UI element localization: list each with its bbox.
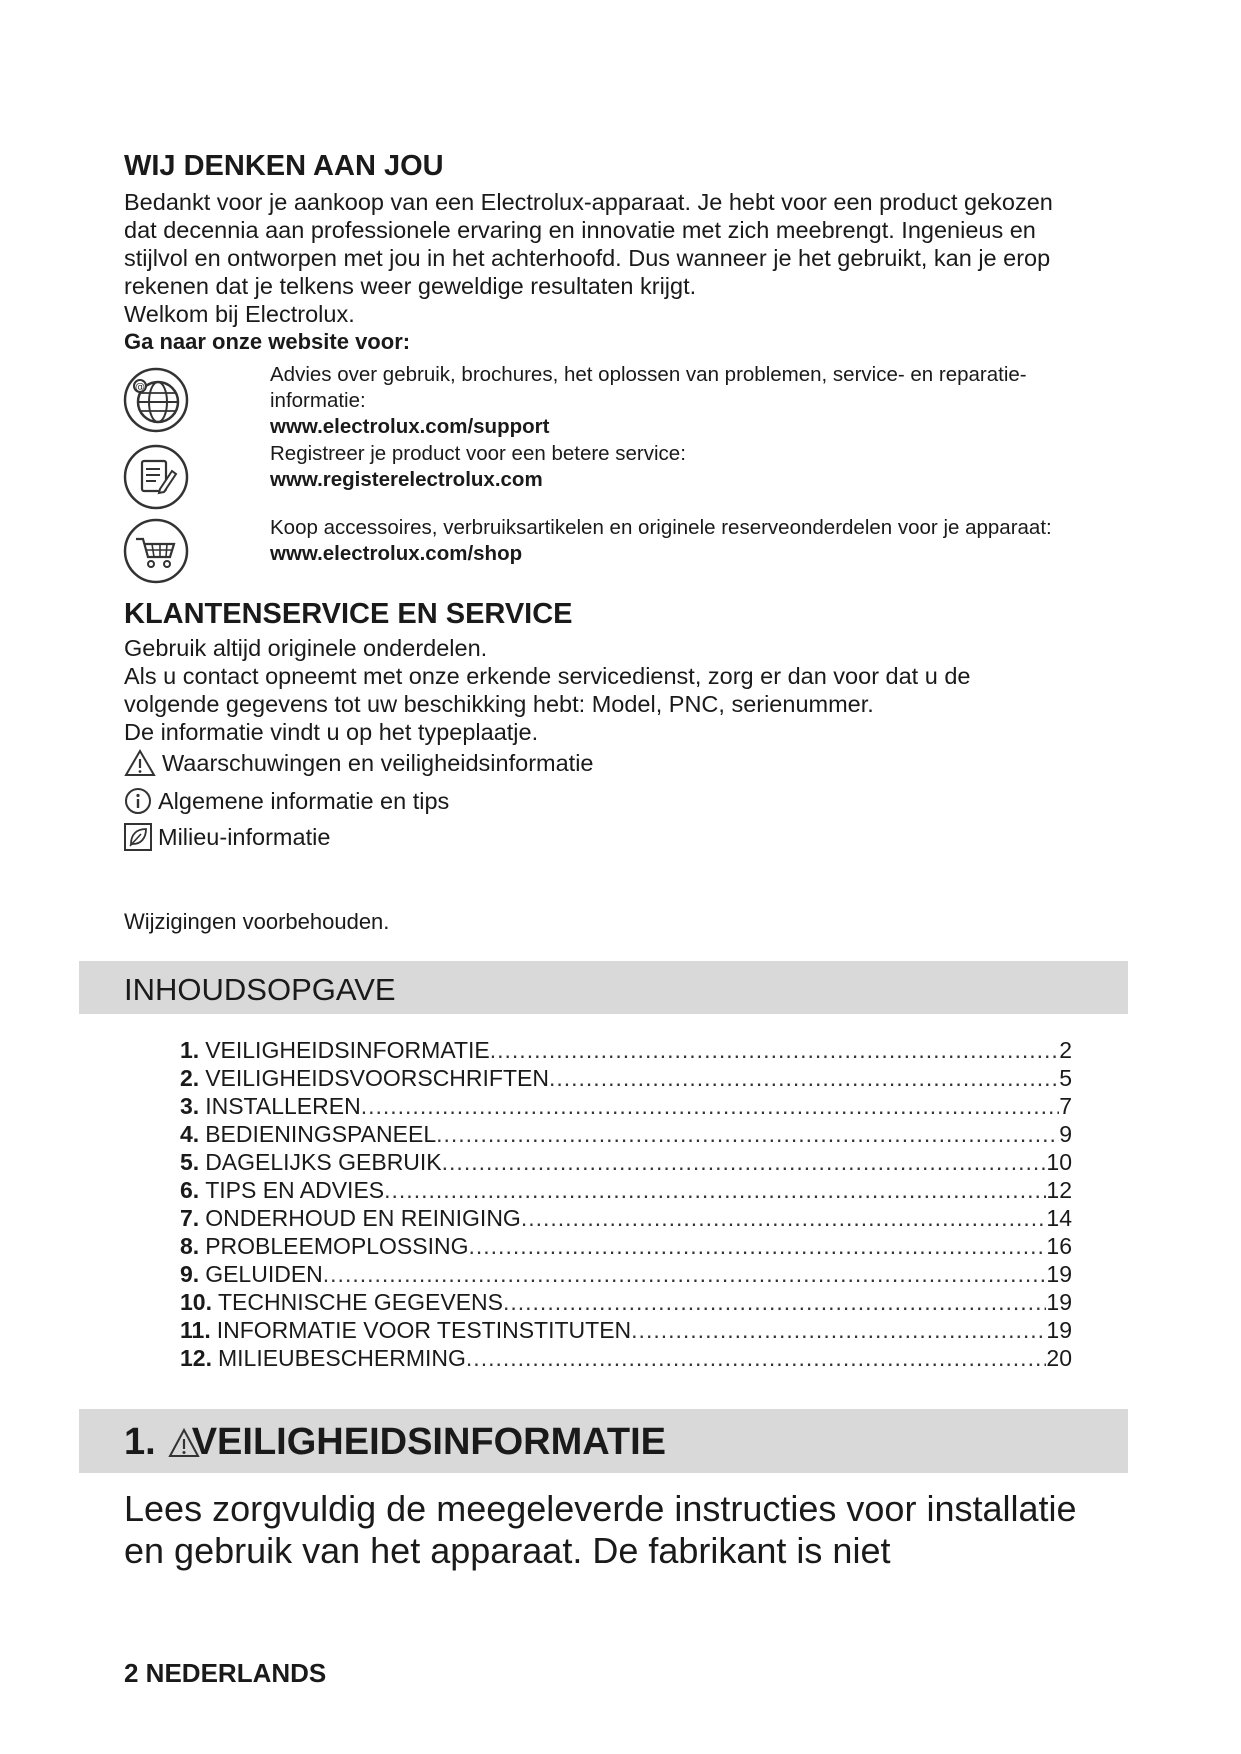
web-item-text [270, 441, 1150, 493]
toc-item[interactable] [180, 1288, 1072, 1316]
toc-item-number: 9. [180, 1261, 200, 1287]
toc-item-number: 5. [180, 1149, 200, 1175]
toc-item[interactable] [180, 1316, 1072, 1344]
toc-item-page: 19 [1046, 1317, 1072, 1343]
chapter-number: 1. [124, 1421, 156, 1463]
web-item-register [122, 441, 1122, 516]
toc-item[interactable] [180, 1148, 1072, 1176]
warning-icon [124, 749, 156, 777]
web-item-line: Advies over gebruik, brochures, het oplossen van problemen, service- en reparatie- [270, 363, 1027, 386]
toc-item-title: VEILIGHEIDSINFORMATIE [205, 1037, 490, 1063]
web-item-line: Koop accessoires, verbruiksartikelen en originele reserveonderdelen voor je apparaat: [270, 516, 1052, 539]
chapter-intro [124, 1488, 1124, 1572]
toc-item-number: 2. [180, 1065, 200, 1091]
toc-item-page: 7 [1059, 1093, 1072, 1119]
toc-item-page: 20 [1046, 1345, 1072, 1371]
section-heading-klantenservice: KLANTENSERVICE EN SERVICE [124, 598, 573, 630]
toc-item-title: TECHNISCHE GEGEVENS [217, 1289, 503, 1315]
toc-item-page: 12 [1046, 1177, 1072, 1203]
toc-dots [549, 1064, 1059, 1092]
toc-item-number: 12. [180, 1345, 212, 1371]
cart-icon [122, 517, 190, 585]
toc-item[interactable] [180, 1204, 1072, 1232]
intro-line: dat decennia aan professionele ervaring en innovatie met zich meebrengt. Ingenieus en [124, 217, 1036, 243]
service-line: volgende gegevens tot uw beschikking hebt: Model, PNC, serienummer. [124, 691, 874, 717]
toc-item[interactable] [180, 1344, 1072, 1372]
toc-item-number: 10. [180, 1289, 212, 1315]
legend-label: Waarschuwingen en veiligheidsinformatie [162, 750, 594, 776]
toc-item-number: 4. [180, 1121, 200, 1147]
chapter-band [79, 1409, 1128, 1473]
svg-text:@: @ [135, 382, 145, 393]
page-footer: 2 NEDERLANDS [124, 1658, 327, 1688]
toc-item[interactable] [180, 1260, 1072, 1288]
toc-item-title: MILIEUBESCHERMING [217, 1345, 466, 1371]
toc-item-title: VEILIGHEIDSVOORSCHRIFTEN [205, 1065, 549, 1091]
toc-item-page: 9 [1059, 1121, 1072, 1147]
toc-item-page: 16 [1046, 1233, 1072, 1259]
intro-line: stijlvol en ontworpen met jou in het achterhoofd. Dus wanneer je het gebruikt, kan je erop [124, 245, 1051, 271]
toc-item-number: 8. [180, 1233, 200, 1259]
section-heading-wij-denken: WIJ DENKEN AAN JOU [124, 150, 444, 182]
toc-item-title: PROBLEEMOPLOSSING [205, 1233, 469, 1259]
toc-item-number: 7. [180, 1205, 200, 1231]
service-line: De informatie vindt u op het typeplaatje. [124, 719, 539, 745]
toc-heading: INHOUDSOPGAVE [124, 972, 396, 1007]
toc-item-number: 3. [180, 1093, 200, 1119]
intro-line: Bedankt voor je aankoop van een Electrolux-apparaat. Je hebt voor een product gekozen [124, 189, 1053, 215]
legend-info [124, 786, 449, 816]
toc-dots [490, 1036, 1059, 1064]
leaf-icon [124, 823, 152, 851]
toc-dots [503, 1288, 1046, 1316]
globe-icon [122, 366, 190, 434]
toc-item[interactable] [180, 1176, 1072, 1204]
legend-environment [124, 822, 330, 852]
toc-item-title: ONDERHOUD EN REINIGING [205, 1205, 521, 1231]
toc-item-title: BEDIENINGSPANEEL [205, 1121, 437, 1147]
web-item-line: informatie: [270, 389, 366, 412]
toc-dots [469, 1232, 1047, 1260]
toc-dots [466, 1344, 1046, 1372]
intro-paragraph [124, 188, 1124, 356]
toc-item-page: 14 [1046, 1205, 1072, 1231]
toc-dots [384, 1176, 1046, 1204]
toc-item[interactable] [180, 1232, 1072, 1260]
toc-item-number: 1. [180, 1037, 200, 1063]
legend-label: Milieu-informatie [158, 824, 331, 850]
toc-item-title: INSTALLEREN [205, 1093, 361, 1119]
register-icon [122, 443, 190, 511]
chapter-title: VEILIGHEIDSINFORMATIE [191, 1421, 667, 1463]
service-paragraph [124, 634, 1124, 746]
service-line: Als u contact opneemt met onze erkende servicedienst, zorg er dan voor dat u de [124, 663, 971, 689]
chapter-intro-line: en gebruik van het apparaat. De fabrikant is niet [124, 1530, 891, 1571]
toc-item-page: 2 [1059, 1037, 1072, 1063]
toc-item-page: 19 [1046, 1261, 1072, 1287]
toc-dots [323, 1260, 1047, 1288]
toc-dots [436, 1120, 1059, 1148]
toc-item-page: 19 [1046, 1289, 1072, 1315]
intro-line: rekenen dat je telkens weer geweldige resultaten krijgt. [124, 273, 697, 299]
welcome-line: Welkom bij Electrolux. [124, 301, 355, 327]
toc-item[interactable] [180, 1120, 1072, 1148]
toc-dots [521, 1204, 1047, 1232]
web-item-text [270, 362, 1150, 440]
legend-warning [124, 748, 594, 778]
web-item-shop [122, 515, 1122, 590]
toc-list [180, 1036, 1072, 1372]
toc-band [79, 961, 1128, 1014]
toc-item-page: 5 [1059, 1065, 1072, 1091]
toc-item-page: 10 [1046, 1149, 1072, 1175]
toc-item-title: TIPS EN ADVIES [205, 1177, 385, 1203]
legend-label: Algemene informatie en tips [158, 788, 450, 814]
chapter-heading [124, 1421, 666, 1464]
toc-item-title: INFORMATIE VOOR TESTINSTITUTEN [216, 1317, 632, 1343]
toc-item-title: DAGELIJKS GEBRUIK [205, 1149, 442, 1175]
info-icon [124, 787, 152, 815]
toc-item[interactable] [180, 1064, 1072, 1092]
toc-item[interactable] [180, 1092, 1072, 1120]
register-link[interactable]: www.registerelectrolux.com [270, 468, 543, 491]
web-item-text [270, 515, 1150, 567]
website-intro: Ga naar onze website voor: [124, 329, 411, 354]
chapter-intro-line: Lees zorgvuldig de meegeleverde instructies voor installatie [124, 1488, 1077, 1529]
toc-item[interactable] [180, 1036, 1072, 1064]
toc-dots [442, 1148, 1047, 1176]
changes-notice: Wijzigingen voorbehouden. [124, 909, 390, 934]
toc-dots [631, 1316, 1046, 1344]
toc-item-number: 11. [180, 1317, 211, 1343]
web-item-line: Registreer je product voor een betere service: [270, 442, 686, 465]
web-item-support [122, 362, 1122, 442]
toc-item-title: GELUIDEN [205, 1261, 323, 1287]
support-link[interactable]: www.electrolux.com/support [270, 415, 550, 438]
shop-link[interactable]: www.electrolux.com/shop [270, 542, 523, 565]
toc-dots [361, 1092, 1060, 1120]
service-line: Gebruik altijd originele onderdelen. [124, 635, 488, 661]
toc-item-number: 6. [180, 1177, 200, 1203]
